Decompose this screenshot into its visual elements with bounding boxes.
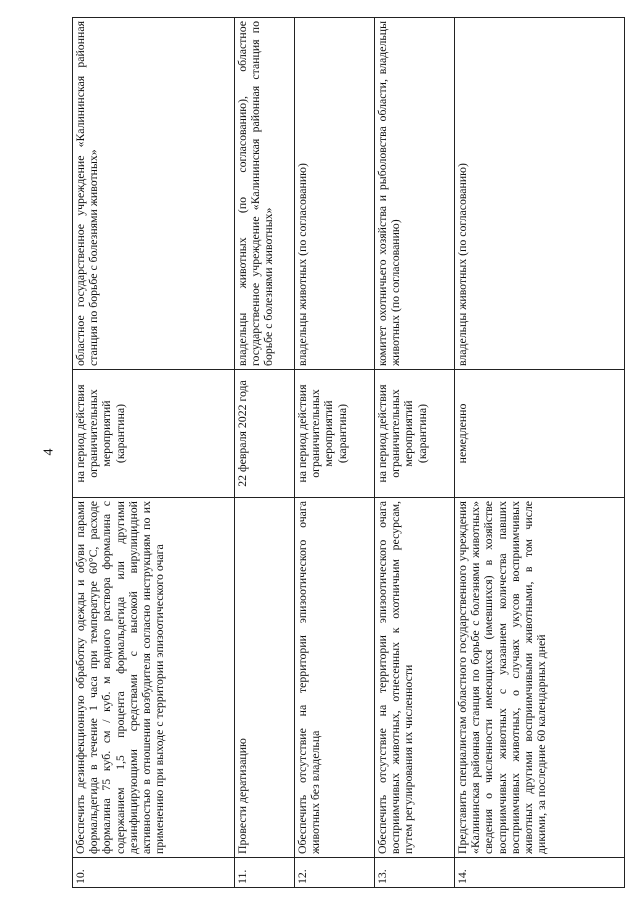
action-cell: Провести дератизацию [235, 498, 295, 858]
table-row [73, 18, 235, 888]
row-number: 11. [235, 858, 295, 888]
responsible-cell: комитет охотничьего хозяйства и рыболовства области, владельцы животных (по согласованию) [375, 18, 455, 370]
measures-table [72, 17, 625, 888]
row-number: 14. [455, 858, 625, 888]
row-number: 12. [295, 858, 375, 888]
responsible-cell: владельцы животных (по согласованию) [295, 18, 375, 370]
action-cell: Обеспечить отсутствие на территории эпизоотического очага животных без владельца [295, 498, 375, 858]
period-cell: немедленно [455, 370, 625, 498]
period-cell: 22 февраля 2022 года [235, 370, 295, 498]
table-row [235, 18, 295, 888]
period-cell: на период действия ограничительных мероприятий (карантина) [73, 370, 235, 498]
action-cell: Обеспечить отсутствие на территории эпизоотического очага восприимчивых животных, отнесенных к охотничьим ресурсам, путем регулирования их численности [375, 498, 455, 858]
responsible-cell: владельцы животных (по согласованию), областное государственное учреждение «Калининская районная станция по борьбе с болезнями животных» [235, 18, 295, 370]
responsible-cell: областное государственное учреждение «Калининская районная станция по борьбе с болезнями животных» [73, 18, 235, 370]
table-row [295, 18, 375, 888]
action-cell: Обеспечить дезинфекционную обработку одежды и обуви парами формальдегида в течение 1 часа при температуре 60°С, расходе формалина 75 куб. см / куб. м водного раствора формалина с содержанием 1,5 процента формальдегида или другими дезинфицирующими средствами с высокой вирулицидной активностью в отношении возбудителя согласно инструкциям по их применению при выходе с территории эпизоотического очага [73, 498, 235, 858]
page-number: 4 [41, 448, 57, 456]
table-row [455, 18, 625, 888]
action-cell: Представить специалистам областного государственного учреждения «Калининская районная станция по борьбе с болезнями животных» сведения о численности имеющихся (имевшихся) в хозяйстве восприимчивых животных с указанием количества павших восприимчивых животных, о случаях укусов восприимчивых животных другими восприимчивыми животными, в том числе дикими, за последние 60 календарных дней [455, 498, 625, 858]
responsible-cell: владельцы животных (по согласованию) [455, 18, 625, 370]
row-number: 13. [375, 858, 455, 888]
period-cell: на период действия ограничительных мероприятий (карантина) [295, 370, 375, 498]
row-number: 10. [73, 858, 235, 888]
period-cell: на период действия ограничительных мероприятий (карантина) [375, 370, 455, 498]
rotated-page-content [72, 18, 624, 888]
table-row [375, 18, 455, 888]
